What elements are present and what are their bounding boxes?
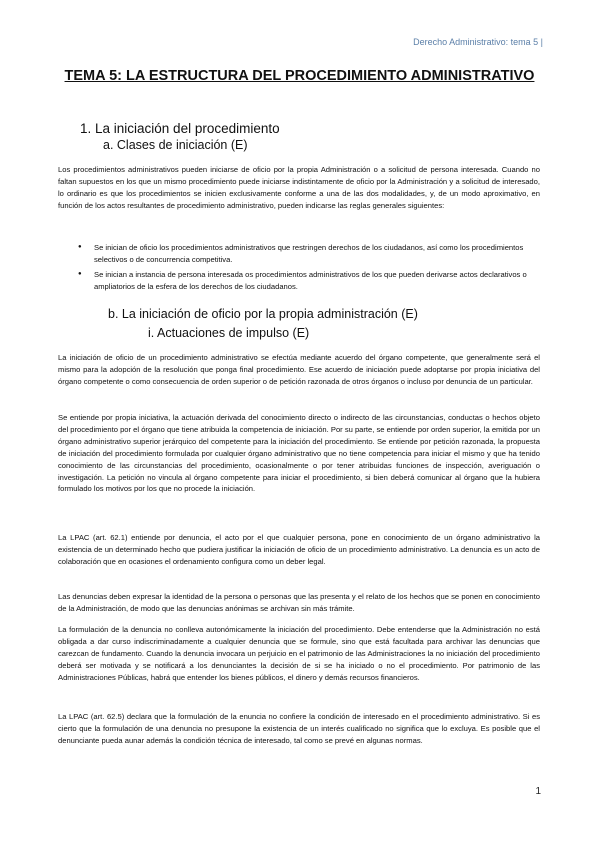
paragraph: La LPAC (art. 62.1) entiende por denuncia, el acto por el que cualquier persona, pone en conocimiento de un órgano administrativo la existencia de un determinado hecho que pudiera justificar la iniciación de oficio de un procedimiento administrativo. La denuncia es un acto de colaboración que en ocasiones el ordenamiento configura como un deber legal. [58,533,540,566]
running-header: Derecho Administrativo: tema 5 | [413,37,543,47]
paragraph: La formulación de la denuncia no conlleva autonómicamente la iniciación del procedimiento. Debe entenderse que la Administración no está obligada a dar curso indiscriminadamente a cualquier denuncia que se formule, sino que está facultada para archivar las denuncias que carezcan de fundamento. Cuando la denuncia invocara un perjuicio en el patrimonio de las Administraciones la no iniciación del procedimiento deberá ser motivada y se notificará a los denunciantes la decisión de si se ha iniciado o no el procedimiento. Por patrimonio de las Administraciones Públicas, habrá que entender los bienes públicos, el dinero y demás recursos financieros. [58,625,540,682]
paragraph: La iniciación de oficio de un procedimiento administrativo se efectúa mediante acuerdo del órgano competente, que generalmente será el mismo para la adopción de la resolución que ponga final procedimiento. Ese acuerdo de iniciación puede adoptarse por propia iniciativa del órgano competente o como consecuencia de orden superior o de petición razonada de otros órganos o incluso por denuncia de un particular. [58,353,540,386]
list-item: ● Se inician a instancia de persona interesada os procedimientos administrativos de los que pueden derivarse actos declarativos o ampliatorios de la esfera de los derechos de los ciudadanos. [78,269,540,293]
page-number: 1 [535,786,541,797]
rules-list [78,242,540,296]
section-heading-1a: a. Clases de iniciación (E) [103,138,248,152]
list-item: ● Se inician de oficio los procedimientos administrativos que restringen derechos de los ciudadanos, así como los procedimientos selectivos o de concurrencia competitiva. [78,242,540,266]
paragraph: La LPAC (art. 62.5) declara que la formulación de la enuncia no confiere la condición de interesado en el procedimiento administrativo. Si es cierto que la formulación de una denuncia no presupone la existencia de un interés cualificado no significa que lo excluya. Es posible que el denunciante pueda aunar además la condición técnica de interesado, tal como se prevé en algunas normas. [58,712,540,745]
section-heading-1b-i: i. Actuaciones de impulso (E) [148,326,310,340]
section-heading-1: 1. La iniciación del procedimiento [80,121,280,136]
intro-paragraph: Los procedimientos administrativos pueden iniciarse de oficio por la propia Administración o a solicitud de persona interesada. Cuando no faltan supuestos en los que un mismo procedimiento puede iniciarse indistintamente de oficio por la Administración y a solicitud de interesado, lo ordinario es que los procedimientos se inicien exclusivamente conforme a una de las dos modalidades, y, de un modo aproximativo, en función de los actos resultantes de procedimiento administrativo, pueden indicarse las reglas generales siguientes: [58,165,540,210]
page-title: TEMA 5: LA ESTRUCTURA DEL PROCEDIMIENTO ADMINISTRATIVO [64,68,535,84]
paragraph: Las denuncias deben expresar la identidad de la persona o personas que las presenta y el relato de los hechos que se ponen en conocimiento de la Administración, de modo que las denuncias anónimas se archivan sin más trámite. [58,592,540,613]
paragraph: Se entiende por propia iniciativa, la actuación derivada del conocimiento directo o indirecto de las circunstancias, conductas o hechos objeto del procedimiento por el órgano que tiene atribuida la competencia de iniciación. Por su parte, se entiende por orden superior, la emitida por un órgano administrativo superior jerárquico del competente para la iniciación del procedimiento. Se entiende por petición razonada, la propuesta de iniciación del procedimiento formulada por cualquier órgano administrativo que no tiene competencia para iniciar el mismo y que ha tenido conocimiento de las circunstancias del procedimiento, ocasionalmente o por tener atribuidas funciones de inspección, averiguación o investigación. La petición no vincula al órgano competente para iniciar el procedimiento, si bien deberá comunicar al órgano que la hubiera formulado los motivos por los que no procede la iniciación. [58,413,540,494]
section-heading-1b: b. La iniciación de oficio por la propia administración (E) [108,307,418,321]
